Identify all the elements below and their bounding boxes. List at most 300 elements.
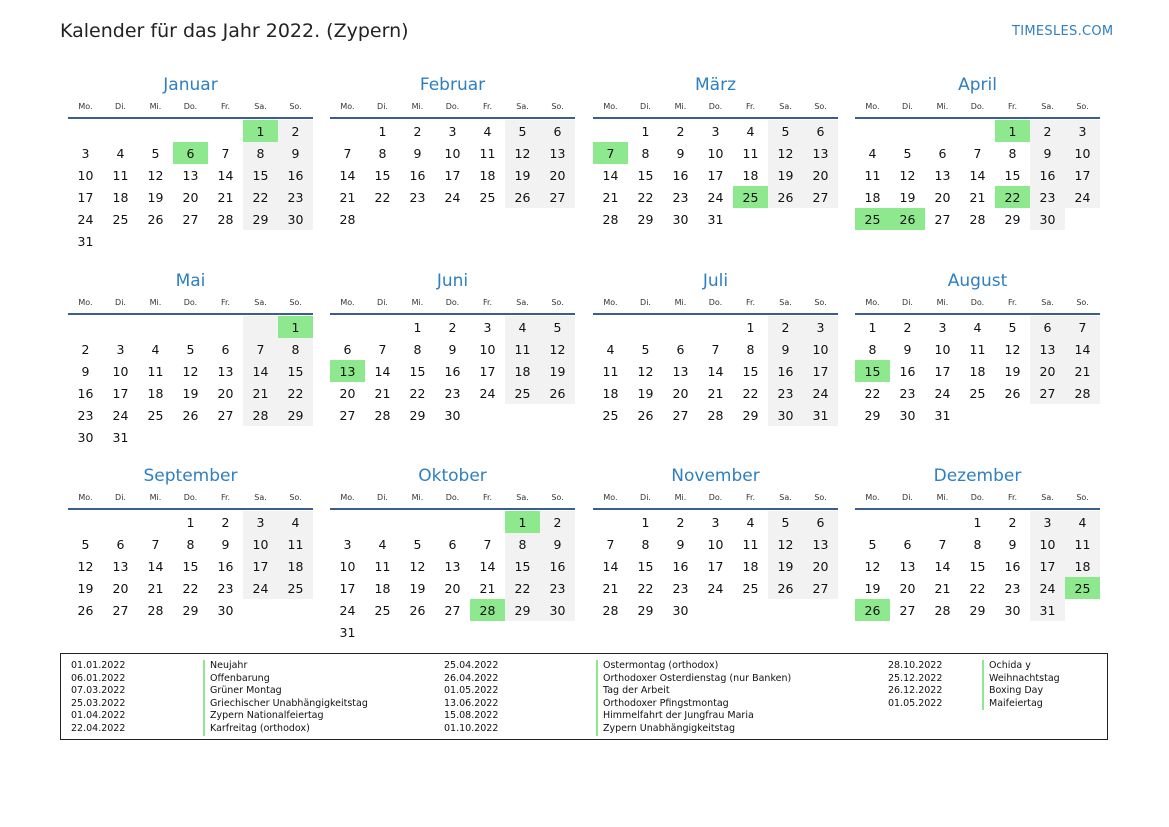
day-cell: 8 <box>1008 145 1017 161</box>
day-cell: 13 <box>672 363 689 379</box>
weekday-header <box>593 100 838 113</box>
empty-day-cell <box>698 316 733 338</box>
day-cell: 11 <box>479 145 496 161</box>
weekday-label: Sa. <box>1041 102 1054 111</box>
day-cell: 12 <box>182 363 199 379</box>
empty-day-cell <box>138 511 173 533</box>
day-cell: 11 <box>864 167 881 183</box>
weekday-label: Do. <box>445 493 460 502</box>
day-cell: 30 <box>444 407 461 423</box>
empty-day-cell <box>855 511 890 533</box>
day-cell: 30 <box>1030 208 1065 230</box>
day-cell: 31 <box>707 211 724 227</box>
day-grid <box>855 120 1100 230</box>
header-divider <box>330 508 575 510</box>
holiday-date: 07.03.2022 <box>71 685 126 697</box>
month-name: März <box>695 75 736 95</box>
day-cell: 2 <box>81 341 90 357</box>
day-cell: 3 <box>448 123 457 139</box>
day-cell: 22 <box>278 382 313 404</box>
empty-day-cell <box>138 230 173 252</box>
holiday-date: 01.10.2022 <box>444 722 499 734</box>
day-cell: 27 <box>444 602 461 618</box>
day-cell: 21 <box>243 382 278 404</box>
empty-day-cell <box>593 120 628 142</box>
day-cell: 3 <box>343 536 352 552</box>
day-cell: 5 <box>151 145 160 161</box>
empty-day-cell <box>243 426 278 448</box>
day-cell: 4 <box>378 536 387 552</box>
day-cell: 3 <box>711 123 720 139</box>
weekday-label: Sa. <box>516 493 529 502</box>
empty-day-cell <box>960 120 995 142</box>
day-cell: 19 <box>147 189 164 205</box>
day-cell: 20 <box>803 555 838 577</box>
day-cell: 18 <box>864 189 881 205</box>
empty-day-cell <box>960 404 995 426</box>
day-cell: 7 <box>343 145 352 161</box>
weekday-label: Mo. <box>78 298 93 307</box>
day-cell: 2 <box>768 316 803 338</box>
day-cell: 5 <box>641 341 650 357</box>
day-cell: 30 <box>768 404 803 426</box>
weekday-label: So. <box>1076 102 1089 111</box>
day-cell: 14 <box>707 363 724 379</box>
weekday-label: Fr. <box>745 493 756 502</box>
weekday-label: So. <box>814 298 827 307</box>
day-cell: 6 <box>221 341 230 357</box>
weekday-label: Mo. <box>603 102 618 111</box>
day-grid <box>68 120 313 252</box>
day-cell: 19 <box>864 580 881 596</box>
day-cell: 25 <box>602 407 619 423</box>
day-cell: 20 <box>339 385 356 401</box>
day-cell: 4 <box>116 145 125 161</box>
day-cell: 27 <box>112 602 129 618</box>
day-grid <box>855 316 1100 426</box>
day-cell: 17 <box>479 363 496 379</box>
day-cell: 3 <box>1030 511 1065 533</box>
day-cell: 25 <box>374 602 391 618</box>
weekday-label: Do. <box>970 493 985 502</box>
day-cell: 29 <box>969 602 986 618</box>
day-cell: 22 <box>243 186 278 208</box>
holiday-name: Zypern Unabhängigkeitstag <box>596 723 791 736</box>
header-divider <box>593 117 838 119</box>
day-cell: 11 <box>374 558 391 574</box>
day-cell: 17 <box>707 167 724 183</box>
holiday-name: Offenbarung <box>203 673 368 686</box>
empty-day-cell <box>995 404 1030 426</box>
day-cell: 29 <box>742 407 759 423</box>
day-cell: 3 <box>483 319 492 335</box>
day-cell: 1 <box>186 514 195 530</box>
day-cell: 3 <box>803 316 838 338</box>
day-grid <box>68 316 313 448</box>
day-cell: 29 <box>278 404 313 426</box>
day-cell: 16 <box>444 363 461 379</box>
day-cell: 4 <box>868 145 877 161</box>
holiday-list <box>60 653 1108 740</box>
weekday-label: So. <box>1076 493 1089 502</box>
empty-day-cell <box>400 511 435 533</box>
holiday-dates-col-2 <box>444 660 498 736</box>
day-cell: 15 <box>637 558 654 574</box>
day-cell: 13 <box>803 142 838 164</box>
day-cell: 4 <box>746 123 755 139</box>
day-cell: 24 <box>444 189 461 205</box>
day-cell: 9 <box>448 341 457 357</box>
day-cell: 18 <box>479 167 496 183</box>
day-cell: 19 <box>768 555 803 577</box>
day-cell: 11 <box>278 533 313 555</box>
day-cell: 14 <box>1065 338 1100 360</box>
weekday-label: Sa. <box>779 298 792 307</box>
day-cell: 2 <box>278 120 313 142</box>
empty-day-cell <box>663 316 698 338</box>
day-cell: 10 <box>803 338 838 360</box>
holiday-date: 15.08.2022 <box>444 710 499 722</box>
day-cell: 23 <box>540 577 575 599</box>
holiday-day-cell: 26 <box>855 599 890 621</box>
month-9 <box>330 465 575 643</box>
empty-day-cell <box>68 316 103 338</box>
holiday-names-col-3 <box>982 660 1060 710</box>
day-cell: 9 <box>221 536 230 552</box>
weekday-label: Di. <box>377 102 388 111</box>
day-cell: 2 <box>676 123 685 139</box>
day-cell: 28 <box>147 602 164 618</box>
day-cell: 10 <box>339 558 356 574</box>
day-cell: 23 <box>1030 186 1065 208</box>
day-cell: 26 <box>147 211 164 227</box>
weekday-label: Do. <box>970 298 985 307</box>
holiday-name: Ochida y <box>982 660 1060 673</box>
day-cell: 11 <box>969 341 986 357</box>
holiday-day-cell: 25 <box>733 186 768 208</box>
day-cell: 31 <box>112 429 129 445</box>
day-cell: 12 <box>1004 341 1021 357</box>
empty-day-cell <box>365 511 400 533</box>
empty-day-cell <box>925 511 960 533</box>
holiday-day-cell: 25 <box>1065 577 1100 599</box>
day-cell: 28 <box>969 211 986 227</box>
holiday-day-cell: 22 <box>995 186 1030 208</box>
month-5 <box>330 270 575 426</box>
header-divider <box>855 117 1100 119</box>
day-cell: 15 <box>409 363 426 379</box>
day-cell: 18 <box>374 580 391 596</box>
holiday-name: Orthodoxer Pfingstmontag <box>596 698 791 711</box>
day-cell: 8 <box>868 341 877 357</box>
day-cell: 24 <box>803 382 838 404</box>
day-cell: 30 <box>672 211 689 227</box>
day-cell: 17 <box>803 360 838 382</box>
holiday-date: 01.04.2022 <box>71 710 126 722</box>
weekday-label: Di. <box>115 102 126 111</box>
day-cell: 29 <box>505 599 540 621</box>
day-grid <box>68 511 313 621</box>
day-cell: 15 <box>1004 167 1021 183</box>
empty-day-cell <box>505 404 540 426</box>
month-name: Juli <box>702 271 729 291</box>
day-cell: 26 <box>768 577 803 599</box>
empty-day-cell <box>505 621 540 643</box>
holiday-name: Maifeiertag <box>982 698 1060 711</box>
day-cell: 14 <box>602 558 619 574</box>
day-cell: 24 <box>479 385 496 401</box>
header-divider <box>593 313 838 315</box>
day-cell: 9 <box>278 142 313 164</box>
weekday-header <box>68 100 313 113</box>
day-cell: 17 <box>444 167 461 183</box>
day-cell: 23 <box>77 407 94 423</box>
day-cell: 12 <box>637 363 654 379</box>
empty-day-cell <box>138 120 173 142</box>
weekday-label: Mo. <box>78 493 93 502</box>
day-cell: 5 <box>868 536 877 552</box>
day-cell: 12 <box>77 558 94 574</box>
day-cell: 11 <box>602 363 619 379</box>
day-cell: 6 <box>676 341 685 357</box>
day-cell: 8 <box>278 338 313 360</box>
day-cell: 11 <box>742 145 759 161</box>
day-cell: 31 <box>803 404 838 426</box>
day-cell: 15 <box>243 164 278 186</box>
header-divider <box>330 313 575 315</box>
day-cell: 9 <box>768 338 803 360</box>
day-cell: 19 <box>409 580 426 596</box>
day-cell: 4 <box>973 319 982 335</box>
day-cell: 23 <box>217 580 234 596</box>
day-cell: 15 <box>742 363 759 379</box>
empty-day-cell <box>208 230 243 252</box>
day-cell: 19 <box>899 189 916 205</box>
day-cell: 2 <box>540 511 575 533</box>
weekday-label: Sa. <box>516 102 529 111</box>
day-cell: 22 <box>505 577 540 599</box>
weekday-label: Di. <box>640 298 651 307</box>
day-cell: 16 <box>768 360 803 382</box>
weekday-label: Mo. <box>340 102 355 111</box>
weekday-label: Fr. <box>1007 298 1018 307</box>
day-cell: 27 <box>540 186 575 208</box>
day-cell: 14 <box>243 360 278 382</box>
empty-day-cell <box>138 426 173 448</box>
month-name: September <box>143 466 238 486</box>
day-cell: 14 <box>934 558 951 574</box>
day-cell: 21 <box>602 580 619 596</box>
day-cell: 12 <box>768 533 803 555</box>
day-cell: 20 <box>934 189 951 205</box>
day-cell: 9 <box>676 536 685 552</box>
holiday-name: Grüner Montag <box>203 685 368 698</box>
day-cell: 4 <box>278 511 313 533</box>
day-cell: 18 <box>602 385 619 401</box>
day-cell: 17 <box>1065 164 1100 186</box>
day-cell: 1 <box>641 514 650 530</box>
empty-day-cell <box>925 120 960 142</box>
month-6 <box>593 270 838 426</box>
weekday-label: So. <box>814 102 827 111</box>
month-0 <box>68 74 313 252</box>
weekday-label: Di. <box>902 298 913 307</box>
day-cell: 22 <box>637 189 654 205</box>
weekday-label: Mi. <box>936 298 949 307</box>
day-cell: 28 <box>374 407 391 423</box>
day-cell: 21 <box>969 189 986 205</box>
day-cell: 4 <box>505 316 540 338</box>
day-cell: 23 <box>768 382 803 404</box>
day-cell: 2 <box>676 514 685 530</box>
day-cell: 8 <box>413 341 422 357</box>
day-cell: 20 <box>112 580 129 596</box>
day-cell: 25 <box>742 580 759 596</box>
empty-day-cell <box>243 316 278 338</box>
page-title: Kalender für das Jahr 2022. (Zypern) <box>60 20 409 42</box>
day-cell: 5 <box>186 341 195 357</box>
day-cell: 2 <box>1008 514 1017 530</box>
day-cell: 3 <box>1065 120 1100 142</box>
day-cell: 5 <box>768 120 803 142</box>
day-cell: 3 <box>116 341 125 357</box>
weekday-label: Fr. <box>1007 102 1018 111</box>
empty-day-cell <box>855 120 890 142</box>
weekday-label: Sa. <box>779 102 792 111</box>
day-cell: 13 <box>803 533 838 555</box>
day-cell: 13 <box>934 167 951 183</box>
day-grid <box>330 120 575 230</box>
weekday-label: Di. <box>115 298 126 307</box>
day-cell: 8 <box>746 341 755 357</box>
holiday-date: 22.04.2022 <box>71 722 126 734</box>
day-cell: 26 <box>768 186 803 208</box>
day-cell: 21 <box>374 385 391 401</box>
day-cell: 3 <box>81 145 90 161</box>
empty-day-cell <box>330 120 365 142</box>
day-cell: 23 <box>899 385 916 401</box>
day-cell: 23 <box>444 385 461 401</box>
day-cell: 11 <box>1065 533 1100 555</box>
weekday-label: Sa. <box>1041 298 1054 307</box>
weekday-label: Do. <box>183 298 198 307</box>
empty-day-cell <box>698 599 733 621</box>
month-1 <box>330 74 575 230</box>
day-cell: 5 <box>540 316 575 338</box>
empty-day-cell <box>768 599 803 621</box>
weekday-label: Di. <box>902 102 913 111</box>
day-cell: 19 <box>637 385 654 401</box>
day-cell: 1 <box>378 123 387 139</box>
day-cell: 22 <box>742 385 759 401</box>
day-cell: 18 <box>969 363 986 379</box>
month-name: April <box>958 75 997 95</box>
day-cell: 19 <box>1004 363 1021 379</box>
weekday-label: So. <box>289 102 302 111</box>
empty-day-cell <box>470 404 505 426</box>
weekday-header <box>855 491 1100 504</box>
empty-day-cell <box>278 426 313 448</box>
empty-day-cell <box>173 120 208 142</box>
empty-day-cell <box>540 621 575 643</box>
day-cell: 26 <box>182 407 199 423</box>
weekday-label: Mi. <box>674 298 687 307</box>
day-cell: 7 <box>378 341 387 357</box>
weekday-label: Fr. <box>220 298 231 307</box>
day-cell: 8 <box>641 145 650 161</box>
day-cell: 11 <box>742 536 759 552</box>
day-cell: 20 <box>1030 360 1065 382</box>
empty-day-cell <box>540 404 575 426</box>
day-cell: 31 <box>1030 599 1065 621</box>
weekday-label: So. <box>551 298 564 307</box>
day-cell: 16 <box>278 164 313 186</box>
empty-day-cell <box>470 208 505 230</box>
day-cell: 22 <box>409 385 426 401</box>
day-cell: 19 <box>505 164 540 186</box>
day-cell: 1 <box>973 514 982 530</box>
day-cell: 16 <box>217 558 234 574</box>
day-cell: 18 <box>147 385 164 401</box>
day-cell: 13 <box>182 167 199 183</box>
day-cell: 20 <box>540 164 575 186</box>
weekday-label: Mi. <box>149 493 162 502</box>
month-7 <box>855 270 1100 426</box>
day-cell: 21 <box>1065 360 1100 382</box>
day-cell: 5 <box>1008 319 1017 335</box>
day-cell: 23 <box>672 189 689 205</box>
header-divider <box>855 313 1100 315</box>
empty-day-cell <box>173 426 208 448</box>
weekday-label: Mi. <box>411 298 424 307</box>
header-divider <box>330 117 575 119</box>
header-divider <box>855 508 1100 510</box>
empty-day-cell <box>208 120 243 142</box>
day-cell: 28 <box>602 211 619 227</box>
day-cell: 6 <box>803 511 838 533</box>
day-cell: 13 <box>217 363 234 379</box>
day-cell: 15 <box>278 360 313 382</box>
day-cell: 22 <box>864 385 881 401</box>
day-cell: 5 <box>903 145 912 161</box>
empty-day-cell <box>435 511 470 533</box>
weekday-label: Mo. <box>603 298 618 307</box>
holiday-names-col-2 <box>596 660 791 736</box>
day-cell: 16 <box>1004 558 1021 574</box>
empty-day-cell <box>208 316 243 338</box>
weekday-label: Mo. <box>865 493 880 502</box>
holiday-name: Zypern Nationalfeiertag <box>203 710 368 723</box>
day-cell: 10 <box>479 341 496 357</box>
day-cell: 25 <box>147 407 164 423</box>
day-cell: 30 <box>278 208 313 230</box>
brand-link[interactable]: TIMESLES.COM <box>1012 24 1114 39</box>
day-cell: 29 <box>409 407 426 423</box>
empty-day-cell <box>733 599 768 621</box>
weekday-label: Sa. <box>254 493 267 502</box>
day-cell: 18 <box>742 558 759 574</box>
day-cell: 5 <box>505 120 540 142</box>
month-11 <box>855 465 1100 621</box>
weekday-label: Do. <box>708 298 723 307</box>
month-4 <box>68 270 313 448</box>
empty-day-cell <box>365 621 400 643</box>
day-cell: 16 <box>672 558 689 574</box>
day-cell: 21 <box>602 189 619 205</box>
day-cell: 12 <box>409 558 426 574</box>
weekday-label: Di. <box>377 298 388 307</box>
day-cell: 23 <box>409 189 426 205</box>
